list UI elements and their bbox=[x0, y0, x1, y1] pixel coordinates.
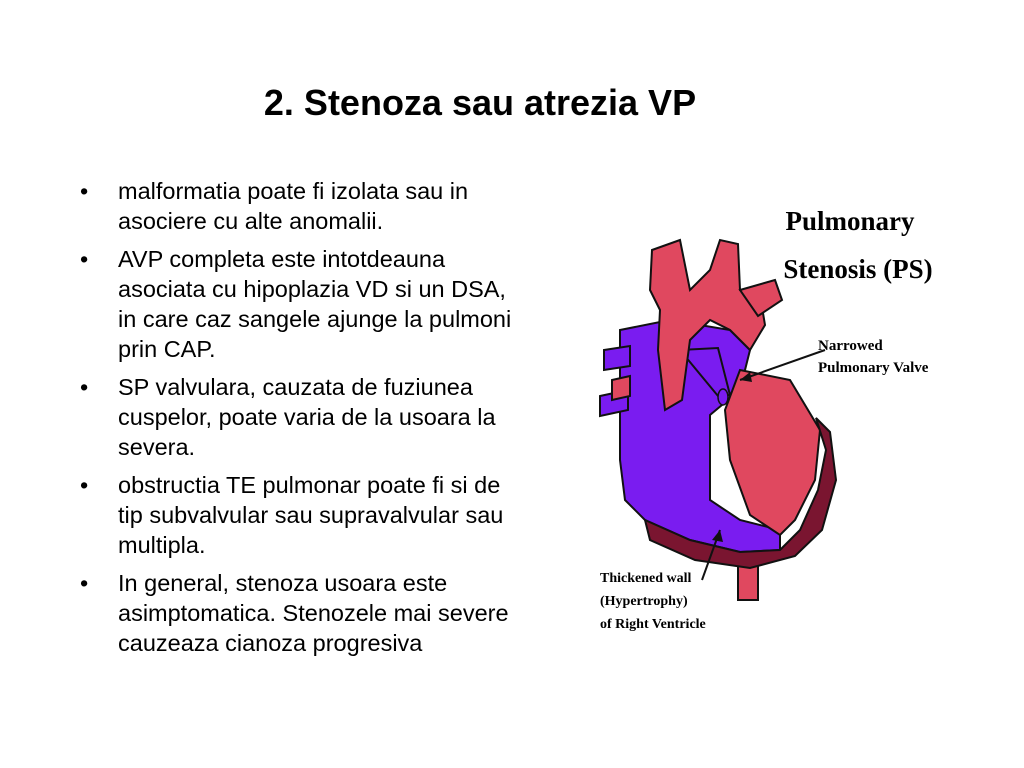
figure-title-line1: Pulmonary bbox=[785, 206, 915, 236]
heart-figure bbox=[590, 200, 960, 640]
bullet-icon: • bbox=[80, 472, 89, 498]
wall-label-line2: (Hypertrophy) bbox=[600, 594, 688, 609]
valve-arrow-icon bbox=[740, 350, 825, 380]
bullet-icon: • bbox=[80, 178, 89, 204]
valve-label-line2: Pulmonary Valve bbox=[818, 360, 929, 376]
wall-label-line1: Thickened wall bbox=[600, 571, 692, 586]
bullet-icon: • bbox=[80, 570, 89, 596]
bullet-text: malformatia poate fi izolata sau in asociere cu alte anomalii. bbox=[118, 178, 469, 234]
list-item bbox=[78, 244, 524, 364]
list-item bbox=[78, 568, 524, 658]
list-item bbox=[78, 372, 524, 462]
valve-label-line1: Narrowed bbox=[818, 338, 883, 354]
bullet-icon: • bbox=[80, 246, 89, 272]
narrowed-valve-icon bbox=[718, 389, 728, 405]
figure-title-line2: Stenosis (PS) bbox=[783, 254, 933, 284]
heart-diagram-icon bbox=[590, 200, 960, 640]
bullet-text: AVP completa este intotdeauna asociata cu hipoplazia VD si un DSA, in care caz sangele ajunge la pulmoni prin CAP. bbox=[118, 246, 512, 362]
bullet-text: obstructia TE pulmonar poate fi si de tip subvalvular sau supravalvular sau multipla. bbox=[118, 472, 504, 558]
bullet-icon: • bbox=[80, 374, 89, 400]
slide-title: 2. Stenoza sau atrezia VP bbox=[263, 82, 697, 123]
list-item bbox=[78, 176, 524, 236]
list-item bbox=[78, 470, 524, 560]
wall-label-line3: of Right Ventricle bbox=[600, 617, 706, 632]
bullet-list bbox=[78, 176, 524, 666]
bullet-text: In general, stenoza usoara este asimptomatica. Stenozele mai severe cauzeaza cianoza progresiva bbox=[118, 570, 509, 656]
bullet-text: SP valvulara, cauzata de fuziunea cuspelor, poate varia de la usoara la severa. bbox=[118, 374, 496, 460]
